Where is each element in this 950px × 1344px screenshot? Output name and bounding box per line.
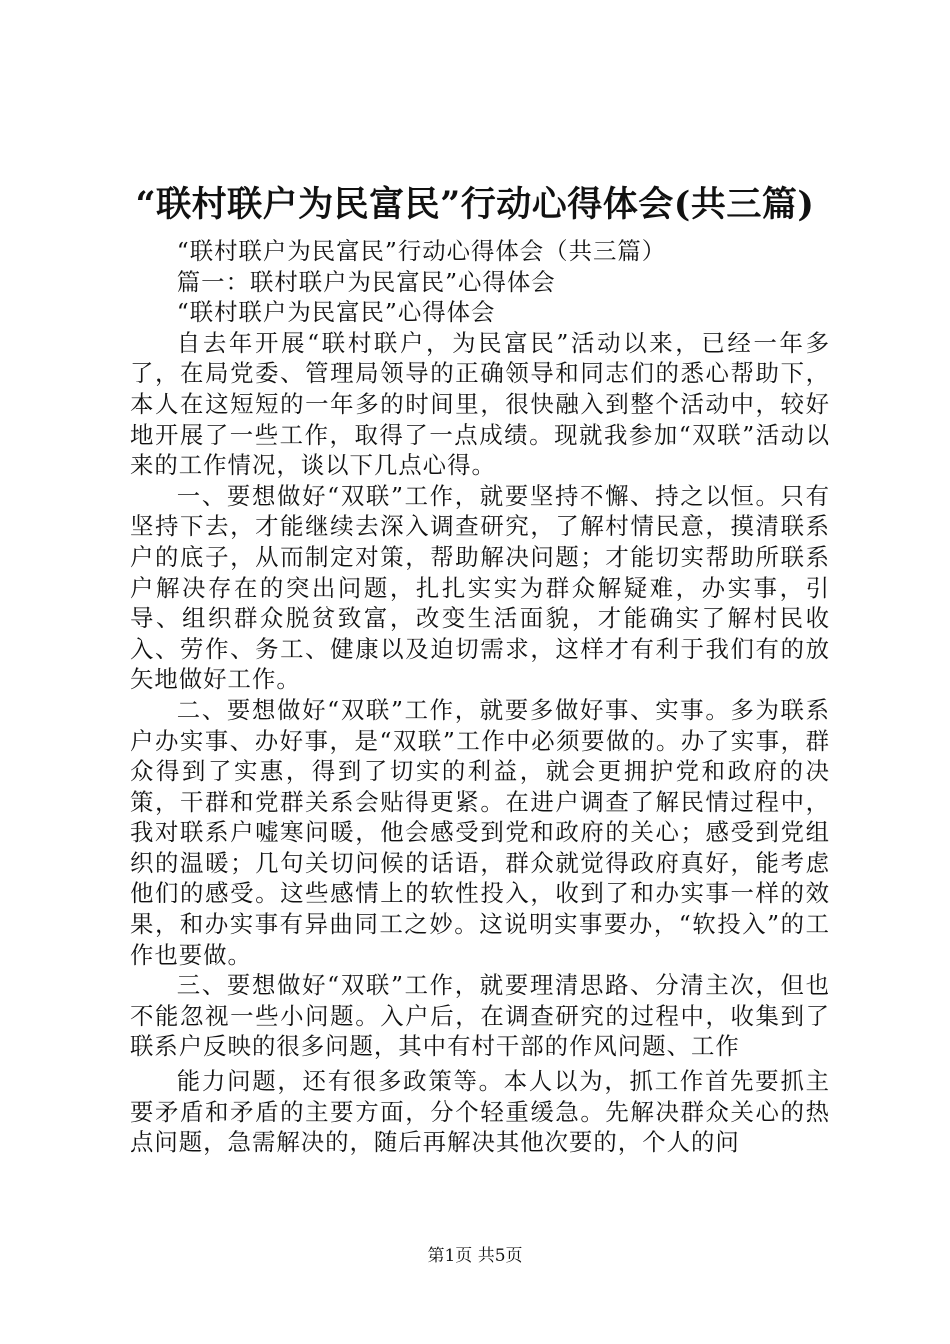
document-body	[130, 236, 830, 1158]
body-paragraph: 一、要想做好“双联”工作，就要坚持不懈、持之以恒。只有坚持下去，才能继续去深入调查研究，了解村情民意，摸清联系户的底子，从而制定对策，帮助解决问题；才能切实帮助所联系户解决存在的突出问题，扎扎实实为群众解疑难，办实事，引导、组织群众脱贫致富，改变生活面貌，才能确实了解村民收入、劳作、务工、健康以及迫切需求，这样才有利于我们有的放矢地做好工作。	[130, 481, 830, 694]
body-paragraph: 自去年开展“联村联户，为民富民”活动以来，已经一年多了，在局党委、管理局领导的正确领导和同志们的悉心帮助下，本人在这短短的一年多的时间里，很快融入到整个活动中，较好地开展了一些工作，取得了一点成绩。现就我参加“双联”活动以来的工作情况，谈以下几点心得。	[130, 328, 830, 480]
body-paragraph: 二、要想做好“双联”工作，就要多做好事、实事。多为联系户办实事、办好事，是“双联”工作中必须要做的。办了实事，群众得到了实惠，得到了切实的利益，就会更拥护党和政府的决策，干群和党群关系会贴得更紧。在进户调查了解民情过程中，我对联系户嘘寒问暖，他会感受到党和政府的关心；感受到党组织的温暖；几句关切问候的话语，群众就觉得政府真好，能考虑他们的感受。这些感情上的软性投入，收到了和办实事一样的效果，和办实事有异曲同工之妙。这说明实事要办，“软投入”的工作也要做。	[130, 695, 830, 969]
document-title: “联村联户为民富民”行动心得体会(共三篇)	[135, 184, 815, 225]
body-paragraph: 三、要想做好“双联”工作，就要理清思路、分清主次，但也不能忽视一些小问题。入户后，在调查研究的过程中，收集到了联系户反映的很多问题，其中有村干部的作风问题、工作	[130, 971, 830, 1061]
section-heading: 篇一：联村联户为民富民”心得体会	[176, 267, 556, 296]
body-paragraph: 能力问题，还有很多政策等。本人以为，抓工作首先要抓主要矛盾和矛盾的主要方面，分个轻重缓急。先解决群众关心的热点问题，急需解决的，随后再解决其他次要的，个人的问	[130, 1067, 830, 1157]
section-subheading: “联村联户为民富民”心得体会	[176, 298, 496, 327]
subtitle-line: “联村联户为民富民”行动心得体会（共三篇）	[176, 237, 667, 265]
page-number-footer: 第1页 共5页	[427, 1246, 523, 1266]
